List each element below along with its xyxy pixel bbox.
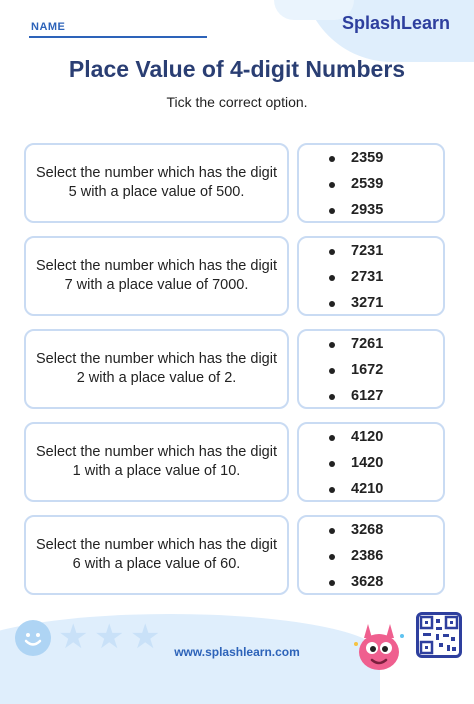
page-title: Place Value of 4-digit Numbers <box>68 56 406 82</box>
option-item[interactable] <box>299 547 447 567</box>
instructions: Tick the correct option. <box>166 94 308 110</box>
option-item[interactable] <box>299 335 447 355</box>
option-label: 1672 <box>351 362 384 378</box>
option-label: 2386 <box>351 548 384 564</box>
option-label: 4120 <box>351 429 384 445</box>
star-icon: ★ <box>58 618 89 656</box>
question-text: Select the number which has the digit 7 with a place value of 7000. <box>36 258 277 293</box>
option-label: 2935 <box>351 202 384 218</box>
option-item[interactable] <box>299 521 447 541</box>
bullet-icon <box>329 580 335 586</box>
star-icon: ★ <box>130 618 161 656</box>
options-box <box>297 515 445 595</box>
question-text: Select the number which has the digit 2 with a place value of 2. <box>36 351 277 386</box>
qr-code-icon[interactable] <box>416 612 462 658</box>
bullet-icon <box>329 208 335 214</box>
option-label: 1420 <box>351 455 384 471</box>
option-item[interactable] <box>299 268 447 288</box>
option-label: 3271 <box>351 295 384 311</box>
option-label: 2731 <box>351 269 384 285</box>
options-box <box>297 143 445 223</box>
option-item[interactable] <box>299 428 447 448</box>
option-item[interactable] <box>299 454 447 474</box>
options-box <box>297 329 445 409</box>
bullet-icon <box>329 301 335 307</box>
option-item[interactable] <box>299 361 447 381</box>
option-item[interactable] <box>299 387 447 407</box>
option-item[interactable] <box>299 294 447 314</box>
question-box <box>24 515 289 595</box>
question-box <box>24 236 289 316</box>
option-item[interactable] <box>299 573 447 593</box>
options-box <box>297 422 445 502</box>
option-item[interactable] <box>299 175 447 195</box>
question-text: Select the number which has the digit 5 with a place value of 500. <box>36 165 277 200</box>
option-item[interactable] <box>299 201 447 221</box>
bullet-icon <box>329 275 335 281</box>
bullet-icon <box>329 394 335 400</box>
bullet-icon <box>329 487 335 493</box>
bullet-icon <box>329 528 335 534</box>
bullet-icon <box>329 368 335 374</box>
footer-wave <box>0 614 380 704</box>
option-label: 7231 <box>351 243 384 259</box>
bullet-icon <box>329 342 335 348</box>
name-field-line[interactable] <box>29 36 207 38</box>
bullet-icon <box>329 435 335 441</box>
option-label: 6127 <box>351 388 384 404</box>
name-label: NAME <box>31 21 66 33</box>
option-label: 7261 <box>351 336 384 352</box>
question-box <box>24 422 289 502</box>
option-label: 3628 <box>351 574 384 590</box>
bullet-icon <box>329 461 335 467</box>
option-item[interactable] <box>299 480 447 500</box>
star-icon: ★ <box>94 618 125 656</box>
option-label: 2359 <box>351 150 384 166</box>
monster-mascot <box>352 618 406 670</box>
question-box <box>24 329 289 409</box>
footer-url[interactable]: www.splashlearn.com <box>174 645 300 659</box>
bullet-icon <box>329 249 335 255</box>
question-text: Select the number which has the digit 1 with a place value of 10. <box>36 444 277 479</box>
bullet-icon <box>329 156 335 162</box>
bullet-icon <box>329 554 335 560</box>
option-label: 3268 <box>351 522 384 538</box>
option-label: 4210 <box>351 481 384 497</box>
option-label: 2539 <box>351 176 384 192</box>
option-item[interactable] <box>299 149 447 169</box>
splashlearn-logo: SplashLearn <box>341 13 450 33</box>
question-box <box>24 143 289 223</box>
question-text: Select the number which has the digit 6 with a place value of 60. <box>36 537 277 572</box>
bullet-icon <box>329 182 335 188</box>
option-item[interactable] <box>299 242 447 262</box>
options-box <box>297 236 445 316</box>
